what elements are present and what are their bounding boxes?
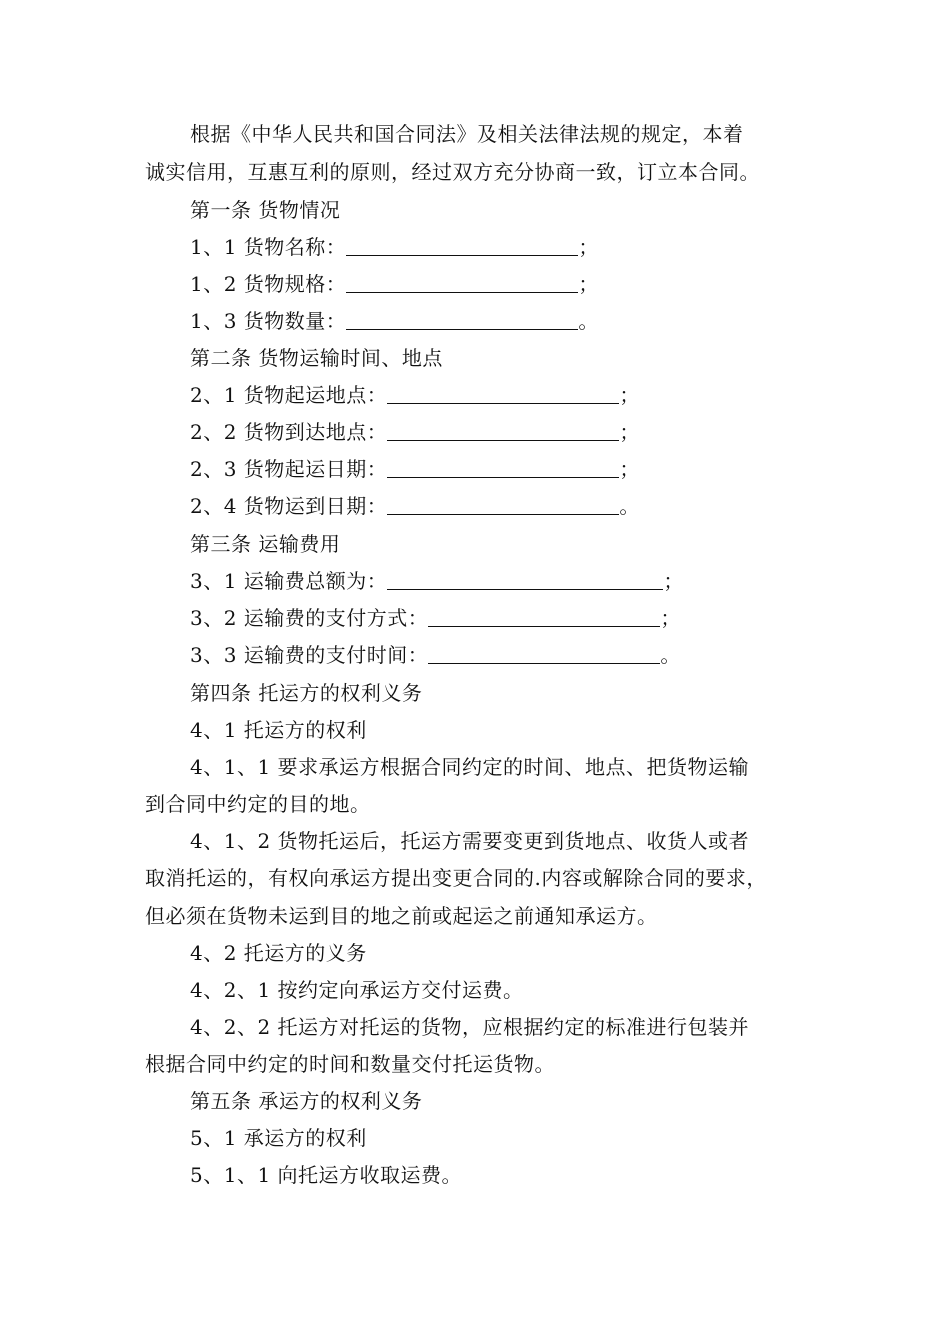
freight-total-label: 3、1 运输费总额为： — [190, 569, 388, 593]
payment-method-end: ； — [660, 606, 681, 630]
article-3-title: 第三条 运输费用 — [190, 532, 341, 556]
article-2-title: 第二条 货物运输时间、地点 — [190, 346, 443, 370]
goods-quantity-blank[interactable] — [346, 309, 578, 330]
departure-date-row — [190, 455, 830, 483]
goods-spec-row — [190, 270, 830, 298]
payment-time-end: 。 — [660, 643, 681, 667]
payment-method-blank[interactable] — [428, 606, 660, 627]
article-1-title: 第一条 货物情况 — [190, 198, 341, 222]
article-5-title: 第五条 承运方的权利义务 — [190, 1089, 423, 1113]
preamble-line-2: 诚实信用，互惠互利的原则，经过双方充分协商一致，订立本合同。 — [145, 160, 760, 184]
article-4-title: 第四条 托运方的权利义务 — [190, 681, 423, 705]
goods-quantity-row — [190, 307, 830, 335]
clause-4-1-2-line-3: 但必须在货物未运到目的地之前或起运之前通知承运方。 — [145, 904, 658, 928]
arrival-date-blank[interactable] — [387, 494, 619, 515]
origin-place-blank[interactable] — [387, 383, 619, 404]
goods-name-end: ； — [578, 235, 599, 259]
arrival-place-label: 2、2 货物到达地点： — [190, 420, 388, 444]
goods-name-label: 1、1 货物名称： — [190, 235, 347, 259]
clause-4-2-1: 4、2、1 按约定向承运方交付运费。 — [190, 978, 524, 1002]
clause-4-1-1-line-1: 4、1、1 要求承运方根据合同约定的时间、地点、把货物运输 — [190, 755, 750, 779]
departure-date-label: 2、3 货物起运日期： — [190, 457, 388, 481]
arrival-place-end: ； — [619, 420, 640, 444]
clause-4-2-2-line-2: 根据合同中约定的时间和数量交付托运货物。 — [145, 1052, 555, 1076]
departure-date-blank[interactable] — [387, 457, 619, 478]
clause-5-1-1: 5、1、1 向托运方收取运费。 — [190, 1163, 463, 1187]
preamble-line-1: 根据《中华人民共和国合同法》及相关法律法规的规定，本着 — [190, 122, 744, 146]
goods-spec-end: ； — [578, 272, 599, 296]
freight-total-row — [190, 567, 830, 595]
freight-total-end: ； — [663, 569, 684, 593]
arrival-date-end: 。 — [619, 494, 640, 518]
clause-4-1-2-line-2: 取消托运的，有权向承运方提出变更合同的.内容或解除合同的要求， — [145, 866, 767, 890]
goods-spec-blank[interactable] — [346, 272, 578, 293]
clause-4-1-2-line-1: 4、1、2 货物托运后，托运方需要变更到货地点、收货人或者 — [190, 829, 750, 853]
payment-method-label: 3、2 运输费的支付方式： — [190, 606, 429, 630]
goods-spec-label: 1、2 货物规格： — [190, 272, 347, 296]
shipper-duties-heading: 4、2 托运方的义务 — [190, 941, 367, 965]
origin-place-end: ； — [619, 383, 640, 407]
arrival-date-row — [190, 492, 830, 520]
goods-quantity-end: 。 — [578, 309, 599, 333]
arrival-place-row — [190, 418, 830, 446]
goods-quantity-label: 1、3 货物数量： — [190, 309, 347, 333]
payment-time-blank[interactable] — [428, 643, 660, 664]
carrier-rights-heading: 5、1 承运方的权利 — [190, 1126, 367, 1150]
shipper-rights-heading: 4、1 托运方的权利 — [190, 718, 367, 742]
goods-name-row — [190, 233, 830, 261]
payment-time-row — [190, 641, 830, 669]
origin-place-row — [190, 381, 830, 409]
arrival-place-blank[interactable] — [387, 420, 619, 441]
payment-method-row — [190, 604, 830, 632]
payment-time-label: 3、3 运输费的支付时间： — [190, 643, 429, 667]
freight-total-blank[interactable] — [387, 569, 663, 590]
clause-4-2-2-line-1: 4、2、2 托运方对托运的货物，应根据约定的标准进行包装并 — [190, 1015, 750, 1039]
departure-date-end: ； — [619, 457, 640, 481]
goods-name-blank[interactable] — [346, 235, 578, 256]
origin-place-label: 2、1 货物起运地点： — [190, 383, 388, 407]
arrival-date-label: 2、4 货物运到日期： — [190, 494, 388, 518]
clause-4-1-1-line-2: 到合同中约定的目的地。 — [145, 792, 371, 816]
